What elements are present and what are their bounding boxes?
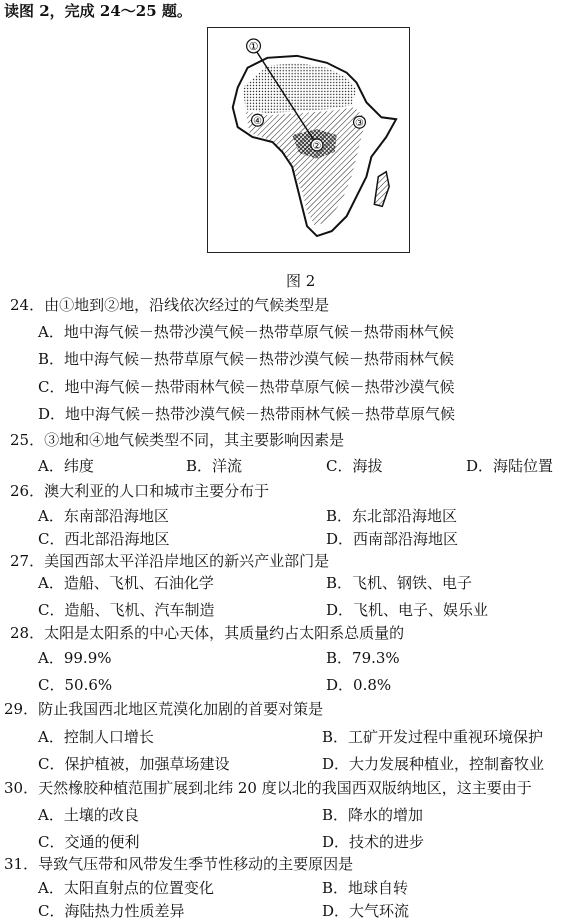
q29-option-a[interactable]: A．控制人口增长 (38, 728, 154, 746)
question-30-stem: 30．天然橡胶种植范围扩展到北纬 20 度以北的我国西双版纳地区，这主要由于 (4, 779, 532, 797)
q29-option-c[interactable]: C．保护植被，加强草场建设 (38, 755, 230, 773)
africa-climate-map (207, 27, 410, 253)
question-26-stem: 26．澳大利亚的人口和城市主要分布于 (10, 482, 270, 500)
marker-4 (252, 114, 264, 127)
marker-3 (354, 116, 366, 129)
question-29-stem: 29．防止我国西北地区荒漠化加剧的首要对策是 (4, 700, 324, 718)
q30-option-d[interactable]: D．技术的进步 (322, 833, 425, 851)
q25-option-d[interactable]: D．海陆位置 (466, 457, 554, 475)
q28-option-c[interactable]: C．50.6% (38, 676, 113, 694)
q31-option-d[interactable]: D．大气环流 (322, 902, 410, 920)
reading-instruction: 读图 2，完成 24～25 题。 (4, 2, 192, 20)
q30-option-c[interactable]: C．交通的便利 (38, 833, 140, 851)
q27-option-c[interactable]: C．造船、飞机、汽车制造 (38, 601, 215, 619)
question-27-stem: 27．美国西部太平洋沿岸地区的新兴产业部门是 (10, 552, 330, 570)
marker-2 (311, 139, 323, 152)
q28-option-a[interactable]: A．99.9% (38, 649, 112, 667)
q26-option-c[interactable]: C．西北部沿海地区 (38, 530, 170, 548)
q31-option-a[interactable]: A．太阳直射点的位置变化 (38, 879, 214, 897)
q26-option-a[interactable]: A．东南部沿海地区 (38, 507, 169, 525)
q27-option-b[interactable]: B．飞机、钢铁、电子 (326, 574, 473, 592)
q27-option-a[interactable]: A．造船、飞机、石油化学 (38, 574, 214, 592)
q30-option-a[interactable]: A．土壤的改良 (38, 806, 139, 824)
svg-text:③: ③ (355, 118, 364, 130)
q24-option-b[interactable]: B．地中海气候－热带草原气候－热带沙漠气候－热带雨林气候 (38, 350, 455, 368)
q28-option-b[interactable]: B．79.3% (326, 649, 400, 667)
q29-option-b[interactable]: B．工矿开发过程中重视环境保护 (322, 728, 544, 746)
q31-option-b[interactable]: B．地球自转 (322, 879, 409, 897)
q28-option-d[interactable]: D．0.8% (326, 676, 392, 694)
svg-text:②: ② (312, 140, 322, 152)
q26-option-b[interactable]: B．东北部沿海地区 (326, 507, 458, 525)
svg-text:①: ① (248, 39, 259, 53)
q26-option-d[interactable]: D．西南部沿海地区 (326, 530, 459, 548)
q24-option-c[interactable]: C．地中海气候－热带雨林气候－热带草原气候－热带沙漠气候 (38, 378, 455, 396)
marker-1 (247, 39, 261, 53)
svg-text:④: ④ (253, 116, 262, 128)
q25-option-a[interactable]: A．纬度 (38, 457, 94, 475)
q27-option-d[interactable]: D．飞机、电子、娱乐业 (326, 601, 489, 619)
figure-caption: 图 2 (286, 272, 316, 290)
question-25-stem: 25．③地和④地气候类型不同，其主要影响因素是 (10, 431, 345, 449)
q25-option-b[interactable]: B．洋流 (186, 457, 243, 475)
q24-option-a[interactable]: A．地中海气候－热带沙漠气候－热带草原气候－热带雨林气候 (38, 323, 454, 341)
question-31-stem: 31．导致气压带和风带发生季节性移动的主要原因是 (4, 855, 354, 873)
q31-option-c[interactable]: C．海陆热力性质差异 (38, 902, 185, 920)
madagascar (374, 172, 389, 207)
q24-option-d[interactable]: D．地中海气候－热带沙漠气候－热带雨林气候－热带草原气候 (38, 405, 456, 423)
africa-map-figure (208, 28, 409, 252)
q29-option-d[interactable]: D．大力发展种植业，控制畜牧业 (322, 755, 545, 773)
q30-option-b[interactable]: B．降水的增加 (322, 806, 424, 824)
question-28-stem: 28．太阳是太阳系的中心天体，其质量约占太阳系总质量的 (10, 624, 405, 642)
question-24-stem: 24．由①地到②地，沿线依次经过的气候类型是 (10, 296, 330, 314)
q25-option-c[interactable]: C．海拔 (326, 457, 383, 475)
